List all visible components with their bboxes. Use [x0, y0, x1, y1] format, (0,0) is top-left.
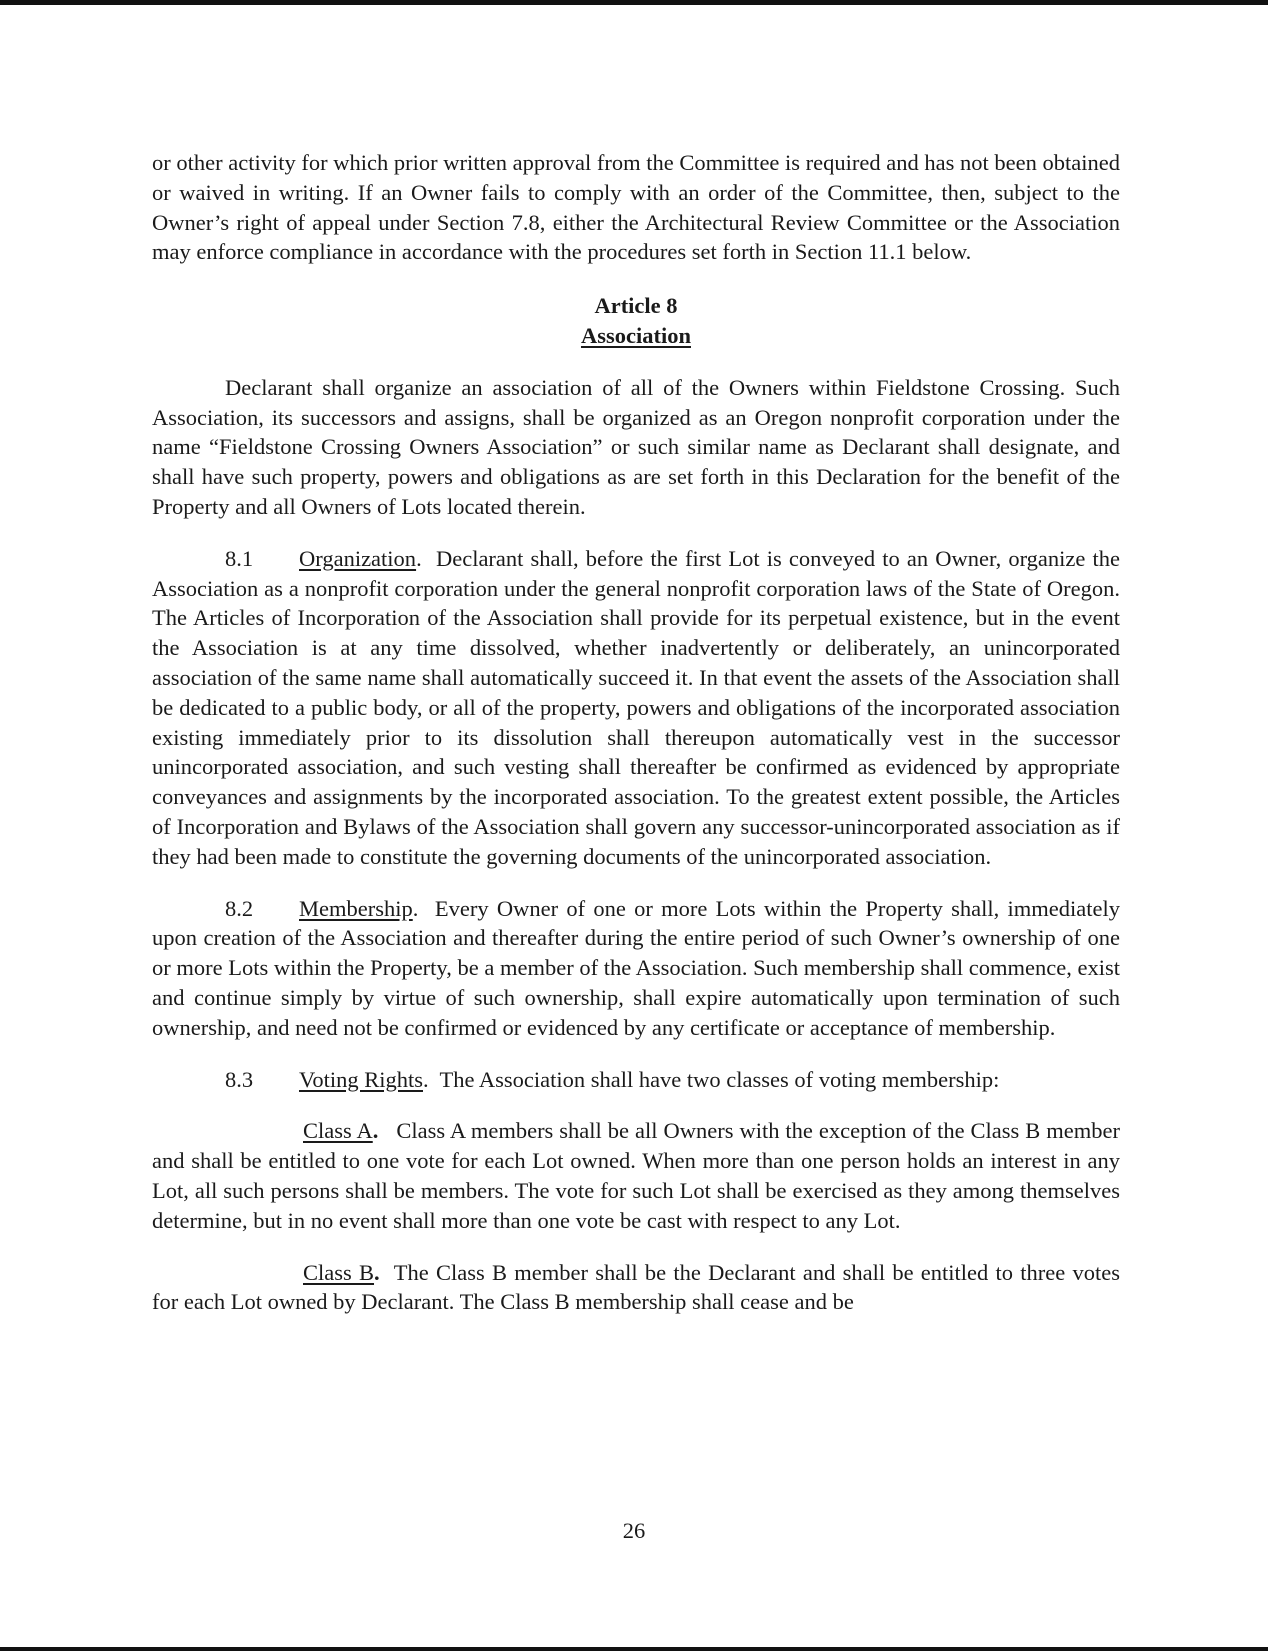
page-number: 26 — [622, 1518, 646, 1543]
section-title: Organization — [299, 545, 417, 571]
bottom-border-rule — [0, 1647, 1268, 1651]
intro-paragraph: or other activity for which prior written approval from the Committee is required and has not been obtained or waived in writing. If an Owner fails to comply with an order of the Committee, then, subject to the Owner’s right of appeal under Section 7.8, either the Architectural Review Committee or the Association may enforce compliance in accordance with the procedures set forth in Section 11.1 below. — [152, 150, 1120, 265]
class-b-paragraph: Class B. The Class B member shall be the Declarant and shall be entitled to three votes for each Lot owned by Declarant. The Class B membership shall cease and be — [152, 1259, 1120, 1315]
section-title: Membership — [299, 895, 413, 921]
article-number: Article 8 — [594, 293, 678, 319]
section-text: Declarant shall, before the first Lot is conveyed to an Owner, organize the Association as a nonprofit corporation under the general nonprofit corporation laws of the State of Oregon. The Articles of Incorporation of the Association shall provide for its perpetual existence, but in the event the Association is at any time dissolved, whether inadvertently or deliberately, an unincorporated association of the same name shall automatically succeed it. In that event the assets of the Association shall be dedicated to a public body, or all of the property, powers and obligations of the incorporated association existing immediately prior to its dissolution shall thereupon automatically vest in the successor unincorporated association, and such vesting shall thereafter be confirmed as evidenced by appropriate conveyances and assignments by the incorporated association. To the greatest extent possible, the Articles of Incorporation and Bylaws of the Association shall govern any successor-unincorporated association as if they had been made to constitute the governing documents of the unincorporated association. — [152, 545, 1121, 869]
section-8-2: 8.2 Membership. Every Owner of one or more Lots within the Property shall, immediately upon creation of the Association and thereafter during the entire period of such Owner’s ownership of one or more Lots within the Property, be a member of the Association. Such membership shall commence, exist and continue simply by virtue of such ownership, shall expire automatically upon termination of such ownership, and need not be confirmed or evidenced by any certificate or acceptance of membership. — [152, 895, 1121, 1040]
class-text: The Class B member shall be the Declarant and shall be entitled to three votes for each Lot owned by Declarant. The Class B membership shall cease and be — [152, 1259, 1120, 1315]
section-text: The Association shall have two classes of voting membership: — [439, 1066, 1000, 1092]
article-title: Association — [580, 322, 691, 348]
section-title: Voting Rights — [299, 1066, 423, 1092]
class-title: Class B — [303, 1259, 375, 1285]
section-number: 8.1 — [225, 545, 254, 571]
section-8-1: 8.1 Organization. Declarant shall, before the first Lot is conveyed to an Owner, organize the Association as a nonprofit corporation under the general nonprofit corporation laws of the State of Oregon. The Articles of Incorporation of the Association shall provide for its perpetual existence, but in the event the Association is at any time dissolved, whether inadvertently or deliberately, an unincorporated association of the same name shall automatically succeed it. In that event the assets of the Association shall be dedicated to a public body, or all of the property, powers and obligations of the incorporated association existing immediately prior to its dissolution shall thereupon automatically vest in the successor unincorporated association, and such vesting shall thereafter be confirmed as evidenced by appropriate conveyances and assignments by the incorporated association. To the greatest extent possible, the Articles of Incorporation and Bylaws of the Association shall govern any successor-unincorporated association as if they had been made to constitute the governing documents of the unincorporated association. — [152, 545, 1121, 869]
class-title: Class A — [303, 1118, 373, 1144]
article-heading — [152, 291, 1120, 351]
article-intro-paragraph: Declarant shall organize an association of all of the Owners within Fieldstone Crossing. Such Association, its successors and assigns, shall be organized as an Oregon nonprofit corporation under the name “Fieldstone Crossing Owners Association” or such similar name as Declarant shall designate, and shall have such property, powers and obligations as are set forth in this Declaration for the benefit of the Property and all Owners of Lots located therein. — [152, 374, 1120, 519]
section-number: 8.3 — [225, 1066, 254, 1092]
top-border-rule — [0, 0, 1268, 5]
class-text: Class A members shall be all Owners with the exception of the Class B member and shall be entitled to one vote for each Lot owned. When more than one person holds an interest in any Lot, all such persons shall be members. The vote for such Lot shall be exercised as they among themselves determine, but in no event shall more than one vote be cast with respect to any Lot. — [152, 1118, 1121, 1233]
section-8-3: 8.3 Voting Rights. The Association shall have two classes of voting membership: — [152, 1065, 1120, 1095]
document-body — [152, 148, 1120, 1317]
section-text: Every Owner of one or more Lots within the Property shall, immediately upon creation of the Association and thereafter during the entire period of such Owner’s ownership of one or more Lots within the Property, be a member of the Association. Such membership shall commence, exist and continue simply by virtue of such ownership, shall expire automatically upon termination of such ownership, and need not be confirmed or evidenced by any certificate or acceptance of membership. — [152, 895, 1121, 1040]
class-a-paragraph: Class A. Class A members shall be all Owners with the exception of the Class B member and shall be entitled to one vote for each Lot owned. When more than one person holds an interest in any Lot, all such persons shall be members. The vote for such Lot shall be exercised as they among themselves determine, but in no event shall more than one vote be cast with respect to any Lot. — [152, 1118, 1121, 1233]
section-number: 8.2 — [225, 895, 254, 921]
